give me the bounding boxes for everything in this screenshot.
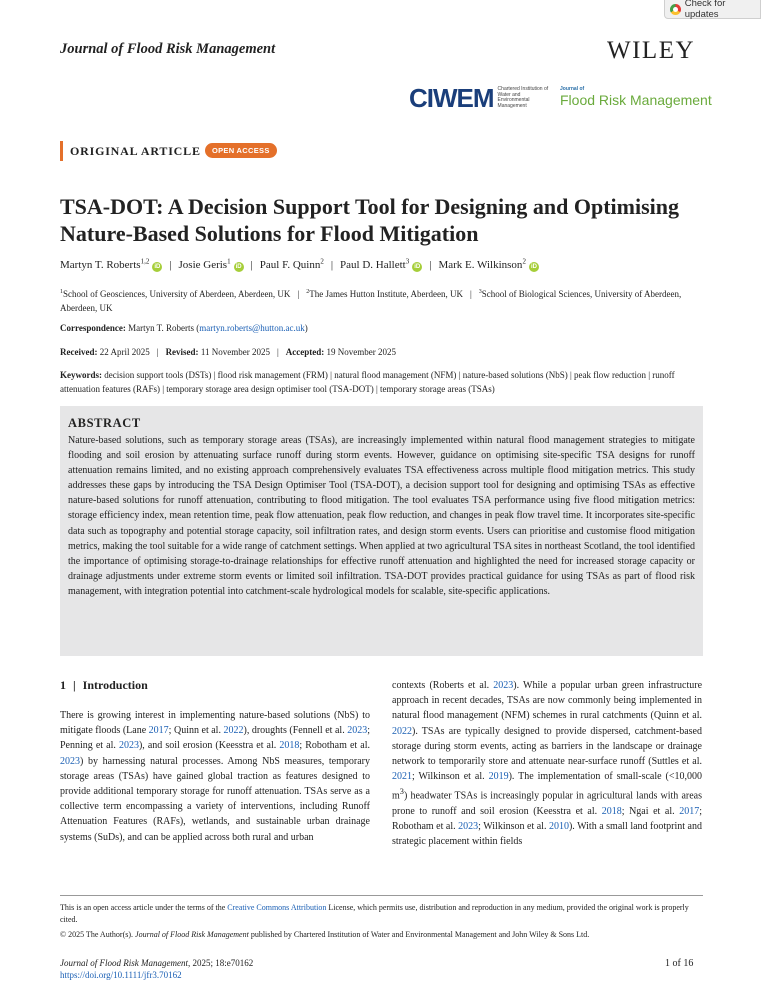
orcid-icon[interactable]: iD: [414, 263, 421, 270]
abstract-text: Nature-based solutions, such as temporary storage areas (TSAs), are increasingly implemented within natural flood management strategies to mitigate flooding and soil erosion by attenuating surface runoff during storm events. However, guidance on optimising site-specific TSA designs for runoff attenuation remains limited, and no existing approach comprehensively evaluates TSA effectiveness across multiple flood mitigation metrics. This study addresses these gaps by introducing the TSA Design Optimiser Tool (TSA-DOT), a decision support tool for designing and optimising TSAs as effective nature-based solutions for runoff attenuation, contributing to flood mitigation. The tool evaluates TSA performance using five flood mitigation metrics: storage efficiency index, mean retention time, peak flow attenuation, peak flow reduction, and changes in peak flow travel time. It incorporates site-specific data such as topography and potential storage capacity, soil infiltration rates, and design storm events. Users can prioritise and customise flood mitigation metrics, making the tool suitable for a wide range of catchment settings. When applied at two agricultural TSA sites in northeast Scotland, the tool identified the importance of optimising storage-to-drainage relationships for effective runoff attenuation and highlighted the need for increased storage capacity or drainage adjustments under extreme storm events or limited soil infiltration. TSA-DOT provides practical guidance for using TSAs as part of flood risk management, with integration potential into catchment-scale hydrological models for scalable, site-specific applications.: [68, 435, 695, 597]
article-type-accent-bar: [60, 141, 63, 161]
open-access-badge: OPEN ACCESS: [205, 143, 277, 158]
citation-link[interactable]: 2022: [392, 725, 412, 737]
crossmark-icon: [670, 4, 681, 15]
citation-link[interactable]: 2018: [279, 740, 300, 752]
article-title: TSA-DOT: A Decision Support Tool for Designing and Optimising Nature-Based Solutions for Flood Mitigation: [60, 194, 679, 246]
ciwem-wordmark: CIWEM: [409, 82, 494, 113]
orcid-icon[interactable]: iD: [235, 263, 242, 270]
author-link[interactable]: Mark E. Wilkinson$^2$: [438, 257, 526, 271]
frm-journal-logo: [560, 86, 712, 110]
citation-link[interactable]: 2021: [392, 771, 412, 783]
intro-left-column: There is growing interest in implementing nature-based solutions (NbS) to mitigate floods (Lane 2017; Quinn et al. 2022), droughts (Fennell et al. 2023; Penning et al. 2023), and soil erosion (Keesstra et al. 2018; Robotham et al. 2023) by harnessing natural processes. Among NbS measures, temporary storage areas (TSAs) have gained global traction as features designed to provide additional temporary storage for runoff attenuation. TSAs serve as a collective term encompassing a variety of interventions, including Runoff Attenuation Features (RAFs), wetlands, and sustainable urban drainage systems (SuDs), and can be applied across both rural and urban: [60, 710, 371, 843]
citation-link[interactable]: 2018: [601, 805, 622, 817]
author-link[interactable]: Martyn T. Roberts$^{1,2}$: [60, 257, 150, 271]
orcid-icon[interactable]: iD: [530, 263, 537, 270]
frm-logo-name: Flood Risk Management: [560, 92, 712, 108]
footer-citation: Journal of Flood Risk Management, 2025; 18:e70162: [60, 958, 254, 968]
author-link[interactable]: Josie Geris$^1$: [178, 257, 231, 271]
copyright-statement: © 2025 The Author(s). Journal of Flood Risk Management published by Chartered Institution of Water and Environmental Management and John Wiley & Sons Ltd.: [60, 930, 590, 939]
article-type: ORIGINAL ARTICLE: [70, 144, 201, 158]
correspondence-email-link[interactable]: martyn.roberts@hutton.ac.uk: [199, 323, 305, 333]
citation-link[interactable]: 2019: [488, 771, 509, 783]
ciwem-logo: [409, 82, 554, 113]
abstract-heading: ABSTRACT: [68, 416, 141, 430]
author-link[interactable]: Paul D. Hallett$^3$: [340, 257, 410, 271]
article-dates: Received: 22 April 2025 | Revised: 11 November 2025 | Accepted: 19 November 2025: [60, 347, 397, 357]
citation-link[interactable]: 2022: [223, 725, 244, 737]
orcid-icon[interactable]: iD: [154, 263, 161, 270]
page-number: 1 of 16: [665, 958, 694, 969]
creative-commons-link[interactable]: Creative Commons Attribution: [227, 903, 327, 912]
license-statement: This is an open access article under the terms of the Creative Commons Attribution License, which permits use, distribution and reproduction in any medium, provided the original work is properly cited.: [60, 903, 689, 924]
journal-name-header: Journal of Flood Risk Management: [60, 41, 276, 57]
abstract-box: [60, 406, 703, 656]
footnote-divider: [60, 895, 703, 896]
citation-link[interactable]: 2010: [548, 821, 569, 833]
citation-link[interactable]: 2017: [679, 805, 700, 817]
citation-link[interactable]: 2023: [493, 680, 514, 691]
check-for-updates-button[interactable]: [664, 0, 761, 19]
citation-link[interactable]: 2023: [118, 740, 139, 752]
citation-link[interactable]: 2017: [148, 725, 169, 737]
affiliations: $^1$School of Geosciences, University of Aberdeen, Aberdeen, UK | $^2$The James Hutton Institute, Aberdeen, UK | $^3$School of Biological Sciences, University of Aberdeen, Aberdeen, UK: [60, 289, 682, 313]
section-heading: 1 | Introduction: [60, 678, 148, 692]
ciwem-subtitle: Chartered Institution of Water and Environmental Management: [497, 86, 549, 109]
check-for-updates-label: Check for updates: [684, 0, 726, 20]
citation-link[interactable]: 2023: [458, 821, 479, 833]
citation-link[interactable]: 2023: [347, 725, 368, 737]
author-link[interactable]: Paul F. Quinn$^2$: [259, 257, 324, 271]
intro-right-column: contexts (Roberts et al. 2023). While a popular urban green infrastructure approach in recent decades, TSAs are now commonly being implemented in natural flood management (NFM) schemes in rural catchments (Quinn et al. 2022). TSAs are typically designed to provide dispersed, catchment-based storage during storm events, acting as barriers in the landscape or drainage network to temporarily store and attenuate near-surface runoff (Suttles et al. 2021; Wilkinson et al. 2019). The implementation of small-scale (<10,000 $m^3$) headwater TSAs is increasingly popular in agricultural lands with areas prone to runoff and soil erosion (Keesstra et al. 2018; Ngai et al. 2017; Robotham et al. 2023; Wilkinson et al. 2010). With a small land footprint and strategic placement within fields: [392, 680, 703, 848]
citation-link[interactable]: 2023: [60, 755, 80, 767]
correspondence: Correspondence: Martyn T. Roberts (martyn.roberts@hutton.ac.uk): [60, 323, 308, 333]
frm-logo-prefix: Journal of: [560, 86, 585, 92]
author-list: Martyn T. Roberts$^{1,2}$iD | Josie Geris$^1$iD | Paul F. Quinn$^2$ | Paul D. Hallett$^3$iD | Mark E. Wilkinson$^2$iD: [60, 257, 537, 271]
doi-link[interactable]: https://doi.org/10.1111/jfr3.70162: [60, 970, 182, 980]
wiley-logo: WILEY: [607, 37, 696, 64]
keywords: Keywords: decision support tools (DSTs) | flood risk management (FRM) | natural flood management (NFM) | nature-based solutions (NbS) | peak flow reduction | runoff attenuation features (RAFs) | temporary storage area design optimiser tool (TSA-DOT) | temporary storage areas (TSAs): [60, 370, 675, 394]
